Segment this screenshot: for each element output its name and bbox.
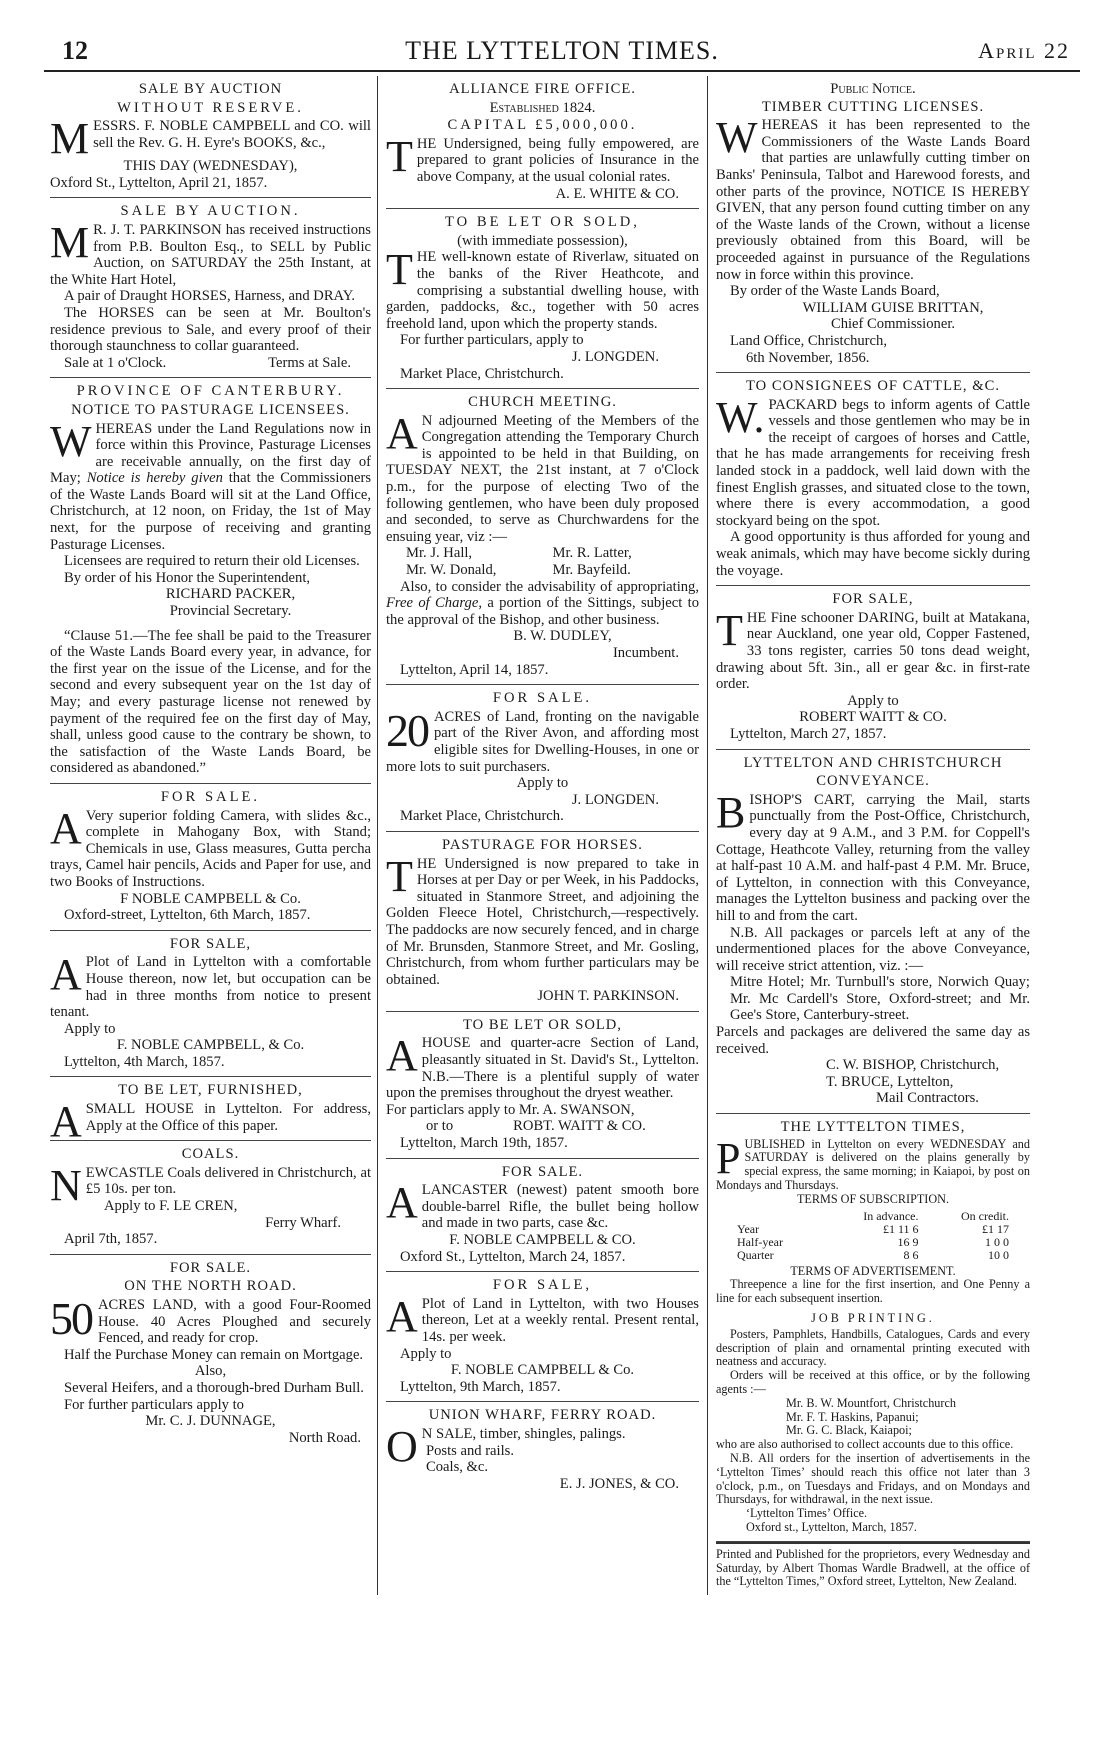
table-row [733, 1223, 1013, 1236]
ad-para: A good opportunity is thus afforded for young and weak animals, which may have become sickly during the voyage. [716, 529, 1030, 579]
ad-date: April 7th, 1857. [64, 1231, 158, 1248]
ad-heading: UNION WHARF, FERRY ROAD. [428, 1407, 657, 1424]
row-label: Year [737, 1221, 760, 1236]
ad-alliance-fire [386, 76, 699, 209]
ad-para: Licensees are required to return their old Licenses. [64, 553, 360, 570]
ad-para: A pair of Draught HORSES, Harness, and DRAY. [64, 288, 356, 305]
column-2 [377, 76, 707, 1595]
ad-subheading: ON THE NORTH ROAD. [124, 1278, 297, 1295]
ad-date: 6th November, 1856. [746, 349, 870, 366]
ad-terms [50, 355, 371, 372]
ad-plot-sale [50, 931, 371, 1078]
cell-credit: 1 0 0 [985, 1234, 1009, 1249]
ad-para: The HORSES can be seen at Mr. Boulton's residence previous to Sale, and every proof of their thorough staunchness to collar guaranteed. [50, 304, 371, 355]
ad-subheading: (with immediate possession), [457, 232, 628, 249]
acres-number: 20 [386, 704, 428, 756]
ad-para: who are also authorised to collect accounts due to this office. [716, 1437, 1014, 1452]
ad-heading: PASTURAGE FOR HORSES. [442, 836, 643, 853]
ad-heading: TO BE LET, FURNISHED, [118, 1082, 303, 1099]
ad-books-auction [50, 76, 371, 198]
ad-body: THE Undersigned is now prepared to take in Horses at per Day or per Week, in his Paddocks, situated in Stanmore Street, and adjoining the Golden Fleece Hotel, Christchurch,—respectively. The paddocks are now securely fenced, and in charge of Mr. Brunsden, Stanmore Street, and Mr. Gosling, Christchurch, from whom further particulars may be obtained. [386, 851, 699, 988]
signature-address: Market Place, Christchurch. [400, 365, 564, 382]
column-header: On credit. [961, 1208, 1009, 1223]
ad-heading: SALE BY AUCTION [138, 81, 283, 97]
row-label: Quarter [737, 1247, 774, 1262]
signature: WILLIAM GUISE BRITTAN, [802, 299, 984, 316]
body-text: Also, to consider the advisability of appropriating, [400, 578, 699, 595]
ad-line: Land Office, Christchurch, [730, 332, 887, 349]
ad-camera-sale [50, 784, 371, 931]
ad-subheading: NOTICE TO PASTURAGE LICENSEES. [71, 401, 350, 418]
ad-body: THE well-known estate of Riverlaw, situated on the banks of the River Heathcote, and comprising a substantial dwelling house, with garden, paddocks, &c., together with 50 acres freehold land, upon which the property stands. [386, 245, 699, 332]
imprint-text: Printed and Published for the proprietors, every Wednesday and Saturday, by Albert Thomas Wardle Bradwell, at the office of the “Lyttelton Times,” Oxford street, Lyttelton, New Zealand. [716, 1546, 1030, 1589]
ad-body [50, 1293, 371, 1347]
body-text: , a portion of the Sittings, subject to the approval of the Bishop, and other business. [386, 595, 699, 628]
advertisement-terms-heading: TERMS OF ADVERTISEMENT. [790, 1263, 956, 1278]
agent-name: Mr. F. T. Haskins, Papanui; [786, 1409, 919, 1424]
ad-line: For further particulars apply to [64, 1396, 244, 1413]
masthead-title: THE LYTTELTON TIMES. [405, 36, 719, 65]
signature: JOHN T. PARKINSON. [537, 988, 679, 1005]
ad-riverlaw [386, 209, 699, 389]
ad-body: MESSRS. F. NOBLE CAMPBELL and CO. will sell the Rev. G. H. Eyre's BOOKS, &c., [50, 114, 371, 164]
candidate-name: Mr. Bayfeild. [552, 562, 631, 579]
candidate-name: Mr. R. Latter, [552, 545, 632, 562]
ad-body: ALANCASTER (newest) patent smooth bore double-barrel Rifle, the bullet being hollow and made in two parts, case &c. [386, 1178, 699, 1232]
ad-heading: FOR SALE. [160, 788, 261, 805]
ad-line [386, 1118, 699, 1135]
ad-conveyance [716, 750, 1030, 1114]
agent-name: Mr. G. C. Black, Kaiapoi; [786, 1423, 912, 1438]
ad-date: Lyttelton, March 19th, 1857. [400, 1135, 568, 1152]
ad-house-let-sold [386, 1012, 699, 1159]
column-header: In advance. [863, 1208, 919, 1223]
page-number: 12 [62, 36, 88, 65]
signature: J. LONGDEN. [571, 348, 659, 365]
ad-line: Apply to [400, 1345, 452, 1362]
body-text: that the Commissioners of the Waste Lands Board will sit at the Land Office, Christchurch, at 12 noon, on Friday, the 1st of May next, for the purpose of receiving and granting Pasturage Licenses. [50, 470, 371, 553]
ad-heading: TO BE LET OR SOLD, [445, 214, 640, 231]
ad-rifle-sale [386, 1159, 699, 1273]
job-printing-heading: JOB PRINTING. [811, 1311, 935, 1325]
ad-heading: THE LYTTELTON TIMES, [780, 1119, 966, 1136]
ad-twenty-acres [386, 685, 699, 832]
ad-north-road [50, 1255, 371, 1453]
body-text: WHEREAS under the Land Regulations now in force within this Province, Pasturage Licenses are receivable annually, on the first day of May; [50, 416, 371, 487]
signature-title: Incumbent. [612, 645, 679, 661]
ad-two-houses [386, 1272, 699, 1402]
ad-body: AN adjourned Meeting of the Members of the Congregation attending the Temporary Church is appointed to be held in that Building, on TUESDAY NEXT, the 21st instant, at 7 o'Clock p.m., for the purpose of electing Two of the following gentlemen, who have been duly proposed and seconded, to serve as Churchwardens for the ensuing year, viz :— [386, 408, 699, 545]
ad-date: Lyttelton, 4th March, 1857. [64, 1053, 225, 1070]
ad-body: NEWCASTLE Coals delivered in Christchurch, at £5 10s. per ton. [50, 1160, 371, 1210]
ad-body: ON SALE, timber, shingles, palings. [386, 1421, 626, 1471]
acres-number: 50 [50, 1293, 92, 1344]
signature-address: Oxford st., Lyttelton, March, 1857. [746, 1519, 917, 1534]
ad-heading: FOR SALE, [492, 1277, 593, 1294]
ad-heading: LYTTELTON AND CHRISTCHURCH [743, 754, 1003, 771]
ad-heading: PROVINCE OF CANTERBURY. [76, 383, 345, 400]
ad-line: Coals, &c. [426, 1459, 489, 1476]
signature: E. J. JONES, & CO. [559, 1475, 679, 1492]
ad-para: N.B. All orders for the insertion of advertisements in the ‘Lyttelton Times’ should reach this office not later than 3 o'clock, p.m., on Tuesdays and Fridays, and on Mondays and Thursdays, for withdrawal, in the next issue. [716, 1450, 1030, 1507]
signature-title: Chief Commissioner. [830, 316, 956, 333]
cell-advance: 8 6 [903, 1247, 919, 1262]
signature-address: Market Place, Christchurch. [400, 808, 564, 825]
ad-body: APlot of Land in Lyttelton, with two Houses thereon, Let at a weekly rental. Present rental, 14s. per week. [386, 1291, 699, 1345]
column-3 [707, 76, 1034, 1595]
body-text: ACRES LAND, with a good Four-Roomed House. 40 Acres Ploughed and securely Fenced, and ready for crop. [98, 1297, 371, 1347]
ad-heading: COALS. [181, 1146, 240, 1163]
ad-subheading: Established 1824. [489, 99, 596, 116]
ad-para [386, 579, 699, 629]
ad-heading: FOR SALE. [492, 690, 593, 707]
ad-subheading: WITHOUT RESERVE. [117, 99, 304, 116]
ad-para: N.B. All packages or parcels left at any of the undermentioned places for the above Conveyance, will receive strict attention, viz. :— [716, 924, 1030, 974]
ad-heading: Public Notice. [830, 81, 916, 97]
ad-para: Orders will be received at this office, or by the following agents :— [716, 1368, 1030, 1396]
signature: F. NOBLE CAMPBELL, & Co. [116, 1037, 305, 1054]
ad-heading: FOR SALE, [832, 591, 914, 608]
ad-date: Lyttelton, April 14, 1857. [400, 661, 549, 678]
signature: F. NOBLE CAMPBELL & CO. [449, 1232, 636, 1248]
ad-para: By order of his Honor the Superintendent, [64, 569, 311, 586]
signature: B. W. DUDLEY, [513, 628, 612, 645]
sale-time: Sale at 1 o'Clock. [64, 354, 167, 371]
table-row [733, 1236, 1013, 1249]
ad-body: APlot of Land in Lyttelton with a comfortable House thereon, now let, but occupation can be had in three months from notice to present tenant. [50, 950, 371, 1021]
row-label: Half-year [737, 1234, 783, 1249]
ad-heading: FOR SALE, [169, 935, 252, 952]
ad-capital: CAPITAL £5,000,000. [447, 117, 638, 134]
ad-lyttelton-times [716, 1114, 1030, 1542]
signature: ROBT. WAITT & CO. [513, 1118, 646, 1135]
ad-schooner-sale [716, 586, 1030, 749]
candidate-name: Mr. W. Donald, [406, 562, 497, 579]
ad-body: MR. J. T. PARKINSON has received instructions from P.B. Boulton Esq., to SELL by Public Auction, on SATURDAY the 25th Instant, at the White Hart Hotel, [50, 217, 371, 288]
column-1 [44, 76, 377, 1595]
ad-para: Threepence a line for the first insertion, and One Penny a line for each subsequent insertion. [716, 1277, 1030, 1306]
ad-date: Oxford St., Lyttelton, March 24, 1857. [400, 1248, 626, 1265]
ad-heading: CHURCH MEETING. [468, 394, 617, 411]
ad-body: W.PACKARD begs to inform agents of Cattle vessels and those gentlemen who may be in the receipt of cargoes of horses and Cattle, that he has made arrangements for receiving fresh landed stock in a paddock, well laid down with the finest English grasses, and situated close to the town, where there is every accommodation, a good stockyard being on the spot. [716, 392, 1030, 529]
subscription-table [733, 1210, 1013, 1262]
ad-heading: SALE BY AUCTION. [120, 203, 301, 220]
ad-para: Parcels and packages are delivered the same day as received. [716, 1024, 1030, 1057]
signature: Mr. C. J. DUNNAGE, [145, 1413, 276, 1430]
ad-body: PUBLISHED in Lyttelton on every WEDNESDAY and SATURDAY is delivered on the plains generally by special express, the same morning; in Kaiapoi, by post on Mondays and Thursdays. [716, 1133, 1030, 1193]
clause-text: “Clause 51.—The fee shall be paid to the Treasurer of the Waste Lands Board every year, in advance, for the first year on the issue of the License, and for the second and every subsequent year on the 1st day of May; and every pasturage license not renewed by payment of the required fee on the first day of May, shall, unless good cause to the contrary be shown, to the satisfaction of the Waste Lands Board, be considered as abandoned.” [50, 627, 371, 777]
ad-line: By order of the Waste Lands Board, [730, 283, 940, 300]
ad-heading: FOR SALE. [501, 1163, 584, 1180]
signature: J. LONGDEN. [571, 791, 659, 808]
ad-line: For particlars apply to Mr. A. SWANSON, [386, 1101, 635, 1118]
signature: F NOBLE CAMPBELL & Co. [120, 890, 301, 907]
ad-body: WHEREAS it has been represented to the Commissioners of the Waste Lands Board that parties are unlawfully cutting timber on Banks' Peninsula, Talbot and Harewood forests, and other parts of the province, NOTICE IS HEREBY GIVEN, that any person found cutting timber on any of the Waste lands of the Crown, without a license previously obtained from this Board, will be proceeded against in pursuance of the Regulations now in force within this province. [716, 113, 1030, 283]
signature: ROBERT WAITT & CO. [799, 709, 947, 726]
table-header-row [733, 1210, 1013, 1223]
ad-line: Apply to F. LE CREN, [104, 1198, 238, 1215]
candidate-names [386, 545, 699, 578]
ad-body: THE Fine schooner DARING, built at Matakana, near Auckland, one year old, Copper Fastened, 33 tons register, carries 50 tons dead weight, drawing about 5ft. 3in., all er gear &c. in first-rate order. [716, 605, 1030, 693]
signature-title: Mail Contractors. [876, 1090, 979, 1107]
ad-date: Oxford-street, Lyttelton, 6th March, 1857. [64, 907, 311, 924]
body-text: ACRES of Land, fronting on the navigable part of the River Avon, and affording most eligible sites for Dwelling-Houses, in one or more lots to suit purchasers. [386, 708, 699, 775]
ad-para: Posters, Pamphlets, Handbills, Catalogues, Cards and every description of plain and ornamental printing executed with neatness and accuracy. [716, 1326, 1030, 1369]
ad-line: Posts and rails. [426, 1442, 514, 1459]
ad-church-meeting [386, 389, 699, 685]
body-text: or to [426, 1118, 454, 1135]
signature-address: North Road. [288, 1429, 361, 1446]
ad-line: Ferry Wharf. [265, 1214, 341, 1231]
ad-line: Also, [194, 1363, 227, 1380]
cell-credit: 10 0 [988, 1247, 1009, 1262]
signature: F. NOBLE CAMPBELL & Co. [450, 1362, 635, 1379]
ad-line: Apply to [847, 692, 899, 709]
signature: ‘Lyttelton Times’ Office. [746, 1506, 868, 1521]
ad-line: Apply to [516, 775, 569, 792]
ad-heading: TO CONSIGNEES OF CATTLE, &C. [746, 378, 1000, 395]
cell-advance: 16 9 [897, 1234, 919, 1249]
signature: C. W. BISHOP, Christchurch, [826, 1057, 1000, 1074]
ad-body: AVery superior folding Camera, with slides &c., complete in Mahogany Box, with Stand; Chemicals in use, Glass measures, Gutta percha trays, Camel hair pencils, Acids and Paper for use, and two Books of Instructions. [50, 803, 371, 890]
ad-para: Mitre Hotel; Mr. Turnbull's store, Norwich Quay; Mr. Mc Cardell's Store, Oxford-street; and Mr. Gee's Store, Canterbury-street. [730, 974, 1030, 1024]
ad-date: Lyttelton, 9th March, 1857. [400, 1378, 561, 1395]
ad-house-let [50, 1077, 371, 1147]
ad-body [50, 416, 371, 554]
ad-body: THE Undersigned, being fully empowered, are prepared to grant policies of Insurance in the above Company, at the usual colonial rates. [386, 131, 699, 185]
cell-advance: £1 11 6 [882, 1221, 919, 1236]
ad-para: Several Heifers, and a thorough-bred Durham Bull. [64, 1379, 364, 1396]
ad-heading: FOR SALE. [169, 1259, 252, 1276]
cell-credit: £1 17 [982, 1221, 1009, 1236]
ad-body: ASMALL HOUSE in Lyttelton. For address, Apply at the Office of this paper. [50, 1097, 371, 1147]
imprint [716, 1542, 1030, 1595]
ad-pasturage-horses [386, 832, 699, 1012]
ad-date: Lyttelton, March 27, 1857. [730, 725, 887, 742]
ad-heading: TO BE LET OR SOLD, [463, 1016, 622, 1033]
ad-cattle-consignees [716, 373, 1030, 586]
ad-coals [50, 1141, 371, 1255]
ad-line: For further particulars, apply to [400, 332, 584, 349]
ad-horses-auction [50, 198, 371, 378]
subscription-heading: TERMS OF SUBSCRIPTION. [796, 1191, 950, 1206]
ad-timber-licenses [716, 76, 1030, 373]
ad-body [386, 704, 699, 775]
ad-heading: ALLIANCE FIRE OFFICE. [449, 81, 636, 97]
candidate-name: Mr. J. Hall, [406, 545, 473, 562]
body-emphasis: Free of Charge [386, 595, 479, 612]
agent-name: Mr. B. W. Mountfort, Christchurch [786, 1395, 956, 1410]
issue-date: April 22 [978, 38, 1070, 63]
ad-date: Oxford St., Lyttelton, April 21, 1857. [50, 174, 268, 191]
table-row [733, 1249, 1013, 1262]
page-header [44, 30, 1080, 72]
signature: A. E. WHITE & CO. [555, 185, 679, 202]
body-emphasis: Notice is hereby given [86, 470, 223, 487]
ad-line: THIS DAY (WEDNESDAY), [123, 158, 298, 175]
signature: RICHARD PACKER, [165, 586, 296, 603]
ad-body: BISHOP'S CART, carrying the Mail, starts punctually from the Post-Office, Christchurch, every day at 9 A.M., and 3 P.M. for Coppell's Cottage, Heathcote Valley, returning from the valley at half-past 10 A.M. and half-past 4 P.M. Mr. Bruce, of Lyttelton, in connection with this Conveyance, manages the Lyttelton business and packing over the hill to and from the cart. [716, 787, 1030, 924]
ad-subheading: CONVEYANCE. [816, 773, 930, 790]
signature: T. BRUCE, Lyttelton, [826, 1073, 954, 1090]
sale-terms: Terms at Sale. [268, 354, 351, 371]
ad-union-wharf [386, 1402, 699, 1498]
ad-para: Half the Purchase Money can remain on Mortgage. [64, 1346, 364, 1363]
ad-body: AHOUSE and quarter-acre Section of Land, pleasantly situated in St. David's St., Lyttelton. N.B.—There is a plentiful supply of water upon the premises throughout the dryest weather. [386, 1031, 699, 1102]
ad-line: Apply to [64, 1020, 116, 1037]
ad-subheading: TIMBER CUTTING LICENSES. [761, 98, 985, 115]
ad-pasturage-notice [50, 378, 371, 784]
signature-title: Provincial Secretary. [169, 603, 292, 620]
